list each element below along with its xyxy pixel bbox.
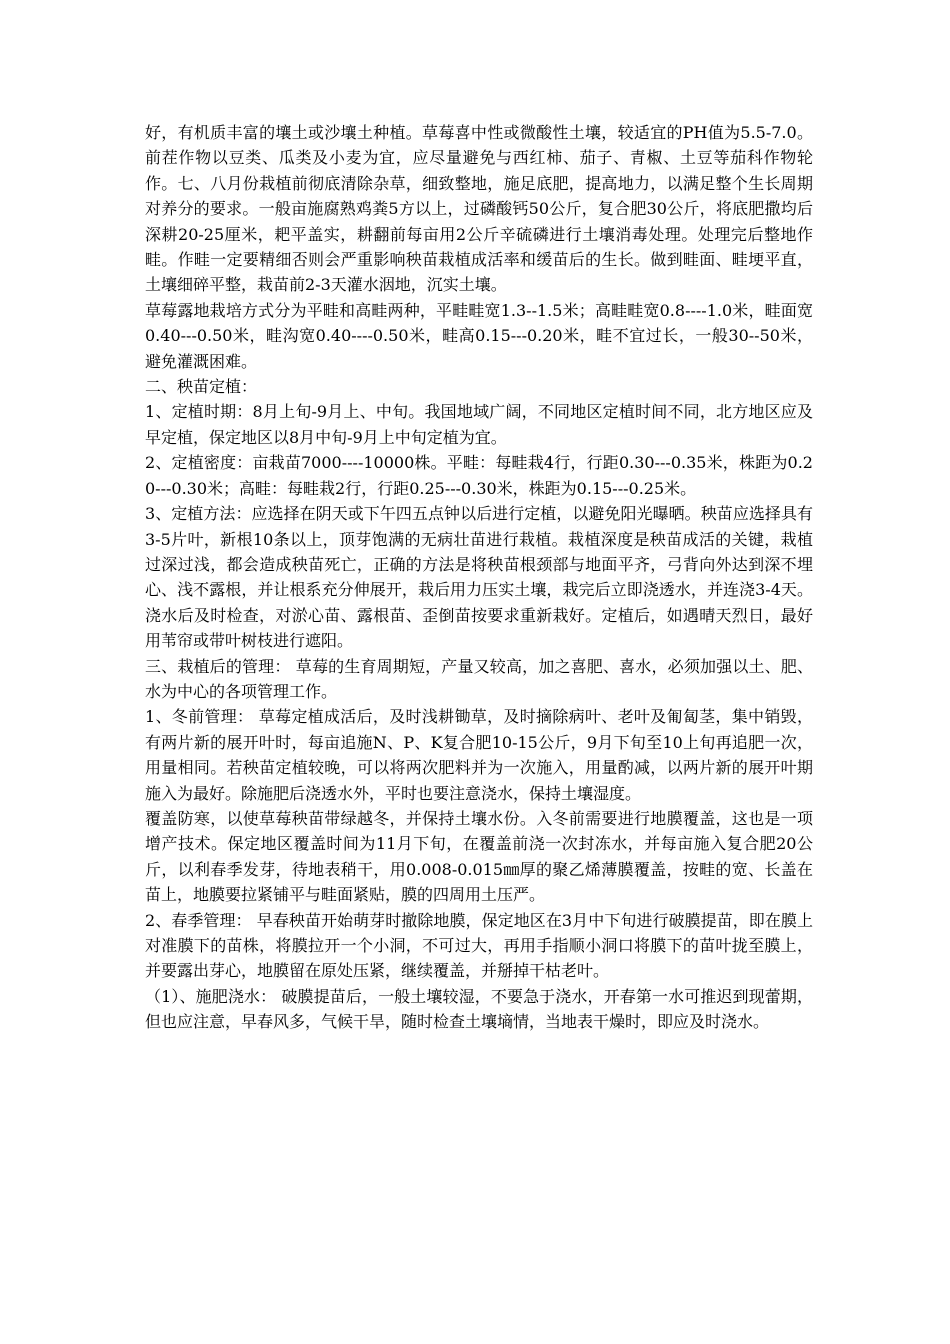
document-body [145,120,813,1035]
paragraph-cultivation-methods: 草莓露地栽培方式分为平畦和高畦两种，平畦畦宽1.3--1.5米；高畦畦宽0.8----1.0米，畦面宽0.40---0.50米，畦沟宽0.40----0.50米，畦高0.15---0.20米，畦不宜过长，一般30--50米，避免灌溉困难。 [145,300,813,371]
paragraph-winter-management: 1、冬前管理： 草莓定植成活后，及时浅耕锄草，及时摘除病叶、老叶及匍匐茎，集中销毁，有两片新的展开叶时，每亩追施N、P、K复合肥10-15公斤，9月下旬至10上旬再追肥一次，用量相同。若秧苗定植较晚，可以将两次肥料并为一次施入，用量酌减，以两片新的展开叶期施入为最好。除施肥后浇透水外，平时也要注意浇水，保持土壤湿度。 [145,707,813,803]
paragraph-soil-preparation: 好，有机质丰富的壤土或沙壤土种植。草莓喜中性或微酸性土壤，较适宜的PH值为5.5-7.0。前茬作物以豆类、瓜类及小麦为宜，应尽量避免与西红柿、茄子、青椒、土豆等茄科作物轮作。七、八月份栽植前彻底清除杂草，细致整地，施足底肥，提高地力，以满足整个生长周期对养分的要求。一般亩施腐熟鸡粪5方以上，过磷酸钙50公斤，复合肥30公斤，将底肥撒均后深耕20-25厘米，耙平盖实，耕翻前每亩用2公斤辛硫磷进行土壤消毒处理。处理完后整地作畦。作畦一定要精细否则会严重影响秧苗栽植成活率和缓苗后的生长。做到畦面、畦埂平直，土壤细碎平整，栽苗前2-3天灌水洇地，沉实土壤。 [145,123,813,295]
section-heading-management: 三、栽植后的管理： 草莓的生育周期短，产量又较高，加之喜肥、喜水，必须加强以土、肥、水为中心的各项管理工作。 [145,656,813,701]
paragraph-spring-management: 2、春季管理： 早春秧苗开始萌芽时撤除地膜，保定地区在3月中下旬进行破膜提苗，即在膜上对准膜下的苗株，将膜拉开一个小洞，不可过大，再用手指顺小洞口将膜下的苗叶拢至膜上，并要露出芽心，地膜留在原处压紧，继续覆盖，并掰掉干枯老叶。 [145,910,813,981]
paragraph-fertilizing-watering: （1）、施肥浇水： 破膜提苗后，一般土壤较湿，不要急于浇水，开春第一水可推迟到现蕾期，但也应注意，早春风多，气候干旱，随时检查土壤墒情，当地表干燥时，即应及时浇水。 [145,986,813,1032]
section-heading-planting: 二、秧苗定植： [145,377,258,397]
paragraph-mulching: 覆盖防寒，以使草莓秧苗带绿越冬，并保持土壤水份。入冬前需要进行地膜覆盖，这也是一项增产技术。保定地区覆盖时间为11月下旬，在覆盖前浇一次封冻水，并每亩施入复合肥20公斤，以利春季发芽，待地表稍干，用0.008-0.015㎜厚的聚乙烯薄膜覆盖，按畦的宽、长盖在苗上，地膜要拉紧铺平与畦面紧贴，膜的四周用土压严。 [145,808,813,905]
paragraph-planting-density: 2、定植密度：亩栽苗7000----10000株。平畦：每畦栽4行，行距0.30---0.35米，株距为0.20---0.30米；高畦：每畦栽2行，行距0.25---0.30米，株距为0.15---0.25米。 [145,453,813,498]
paragraph-planting-method: 3、定植方法：应选择在阴天或下午四五点钟以后进行定植，以避免阳光曝晒。秧苗应选择具有3-5片叶，新根10条以上，顶芽饱满的无病壮苗进行栽植。栽植深度是秧苗成活的关键，栽植过深过浅，都会造成秧苗死亡，正确的方法是将秧苗根颈部与地面平齐，弓背向外达到深不埋心、浅不露根，并让根系充分伸展开，栽后用力压实土壤，栽完后立即浇透水，并连浇3-4天。浇水后及时检查，对淤心苗、露根苗、歪倒苗按要求重新栽好。定植后，如遇晴天烈日，最好用苇帘或带叶树枝进行遮阳。 [145,504,813,651]
paragraph-planting-time: 1、定植时期：8月上旬-9月上、中旬。我国地域广阔，不同地区定植时间不同，北方地区应及早定植，保定地区以8月中旬-9月上中旬定植为宜。 [145,402,813,447]
